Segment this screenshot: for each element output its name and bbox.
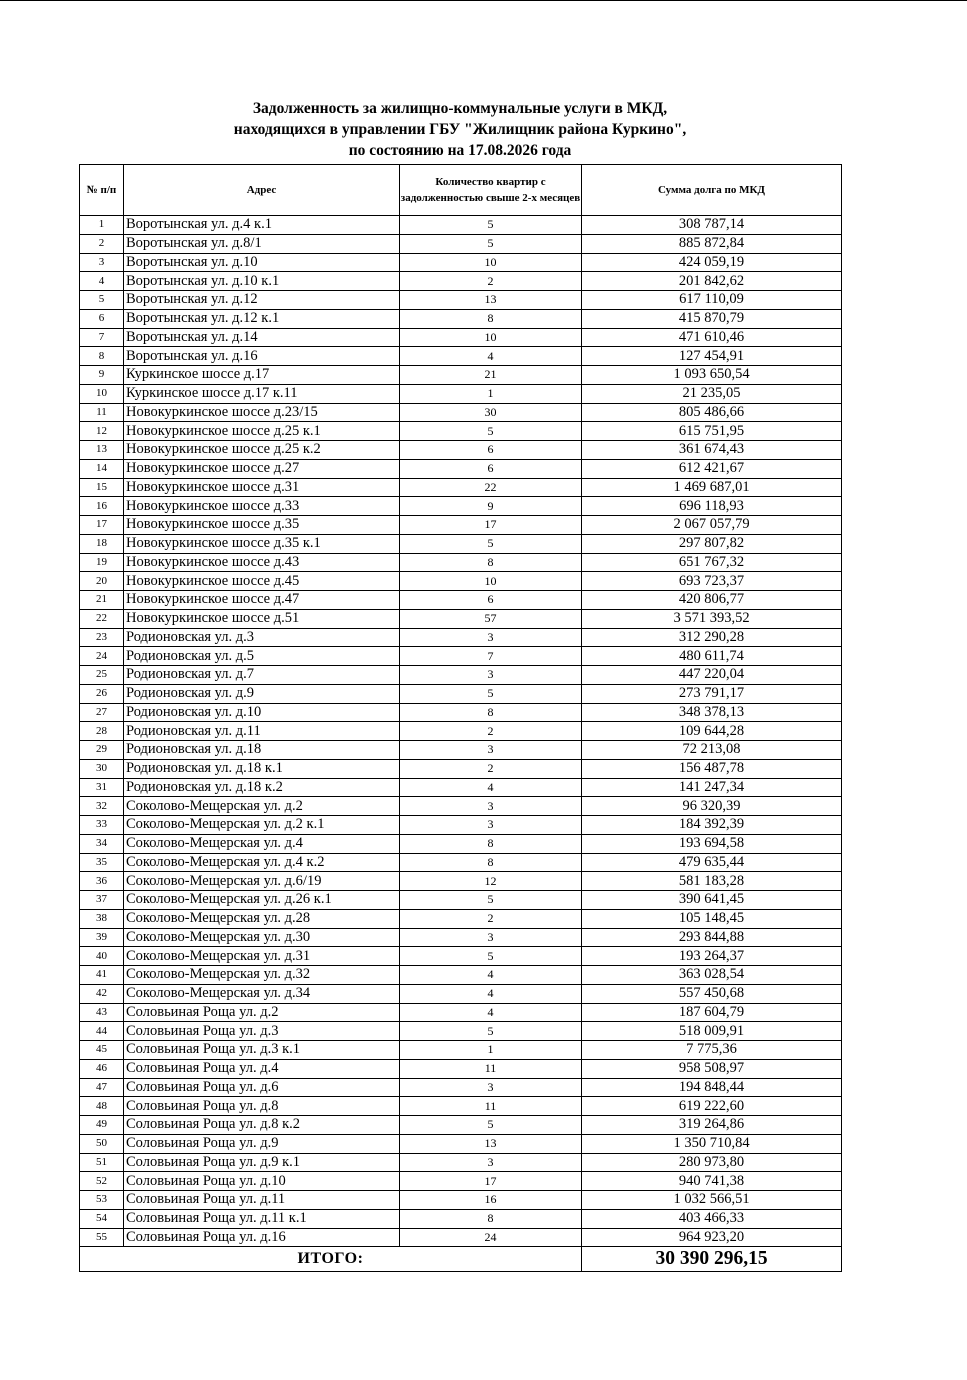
row-address: Соловьиная Роща ул. д.8 к.2 xyxy=(124,1116,400,1135)
row-address: Воротынская ул. д.12 xyxy=(124,291,400,310)
row-sum: 619 222,60 xyxy=(582,1097,842,1116)
row-address: Соколово-Мещерская ул. д.6/19 xyxy=(124,872,400,891)
table-row xyxy=(80,328,842,347)
row-sum: 940 741,38 xyxy=(582,1172,842,1191)
row-address: Соловьиная Роща ул. д.11 к.1 xyxy=(124,1209,400,1228)
row-qty: 5 xyxy=(400,1022,582,1041)
row-sum: 615 751,95 xyxy=(582,422,842,441)
table-row xyxy=(80,272,842,291)
row-num: 2 xyxy=(80,234,124,253)
row-sum: 696 118,93 xyxy=(582,497,842,516)
row-num: 21 xyxy=(80,591,124,610)
row-address: Воротынская ул. д.10 к.1 xyxy=(124,272,400,291)
table-row xyxy=(80,703,842,722)
top-border-line xyxy=(0,0,967,1)
row-address: Соколово-Мещерская ул. д.2 xyxy=(124,797,400,816)
row-qty: 3 xyxy=(400,666,582,685)
row-address: Новокуркинское шоссе д.45 xyxy=(124,572,400,591)
table-row xyxy=(80,628,842,647)
row-sum: 297 807,82 xyxy=(582,534,842,553)
header-qty: Количество квартир с задолженностью свыше 2-х месяцев xyxy=(400,165,582,216)
row-address: Воротынская ул. д.16 xyxy=(124,347,400,366)
row-sum: 964 923,20 xyxy=(582,1228,842,1247)
row-address: Родионовская ул. д.5 xyxy=(124,647,400,666)
title-line-1: Задолженность за жилищно-коммунальные услуги в МКД, xyxy=(252,100,668,117)
table-row xyxy=(80,684,842,703)
row-num: 30 xyxy=(80,759,124,778)
row-address: Родионовская ул. д.18 к.2 xyxy=(124,778,400,797)
row-address: Соловьиная Роща ул. д.9 xyxy=(124,1134,400,1153)
table-row xyxy=(80,722,842,741)
table-row xyxy=(80,928,842,947)
row-address: Соловьиная Роща ул. д.9 к.1 xyxy=(124,1153,400,1172)
table-row xyxy=(80,572,842,591)
row-num: 38 xyxy=(80,909,124,928)
row-address: Родионовская ул. д.10 xyxy=(124,703,400,722)
row-num: 55 xyxy=(80,1228,124,1247)
row-qty: 4 xyxy=(400,1003,582,1022)
table-body xyxy=(80,216,842,1247)
row-num: 3 xyxy=(80,253,124,272)
title-line-3: по состоянию на 17.08.2026 года xyxy=(348,142,572,159)
table-row xyxy=(80,384,842,403)
row-address: Соловьиная Роща ул. д.10 xyxy=(124,1172,400,1191)
row-sum: 557 450,68 xyxy=(582,984,842,1003)
row-address: Родионовская ул. д.9 xyxy=(124,684,400,703)
row-address: Новокуркинское шоссе д.35 xyxy=(124,516,400,535)
row-qty: 8 xyxy=(400,853,582,872)
row-qty: 3 xyxy=(400,1078,582,1097)
row-sum: 109 644,28 xyxy=(582,722,842,741)
row-qty: 8 xyxy=(400,309,582,328)
table-row xyxy=(80,234,842,253)
row-sum: 471 610,46 xyxy=(582,328,842,347)
row-sum: 105 148,45 xyxy=(582,909,842,928)
table-row xyxy=(80,834,842,853)
row-qty: 6 xyxy=(400,441,582,460)
row-num: 43 xyxy=(80,1003,124,1022)
row-qty: 10 xyxy=(400,253,582,272)
row-qty: 17 xyxy=(400,516,582,535)
row-sum: 194 848,44 xyxy=(582,1078,842,1097)
row-num: 19 xyxy=(80,553,124,572)
row-qty: 5 xyxy=(400,534,582,553)
row-sum: 415 870,79 xyxy=(582,309,842,328)
row-sum: 127 454,91 xyxy=(582,347,842,366)
total-label: ИТОГО: xyxy=(80,1247,582,1272)
row-address: Куркинское шоссе д.17 xyxy=(124,366,400,385)
row-address: Соколово-Мещерская ул. д.30 xyxy=(124,928,400,947)
row-sum: 651 767,32 xyxy=(582,553,842,572)
row-num: 24 xyxy=(80,647,124,666)
row-sum: 193 694,58 xyxy=(582,834,842,853)
title-line-2: находящихся в управлении ГБУ "Жилищник района Куркино", xyxy=(233,121,687,138)
row-num: 4 xyxy=(80,272,124,291)
row-address: Новокуркинское шоссе д.27 xyxy=(124,459,400,478)
table-row xyxy=(80,366,842,385)
row-sum: 72 213,08 xyxy=(582,741,842,760)
row-num: 44 xyxy=(80,1022,124,1041)
row-sum: 885 872,84 xyxy=(582,234,842,253)
row-num: 34 xyxy=(80,834,124,853)
row-sum: 141 247,34 xyxy=(582,778,842,797)
row-qty: 13 xyxy=(400,291,582,310)
table-row xyxy=(80,591,842,610)
row-address: Соколово-Мещерская ул. д.4 xyxy=(124,834,400,853)
table-row xyxy=(80,253,842,272)
row-qty: 5 xyxy=(400,684,582,703)
row-qty: 8 xyxy=(400,834,582,853)
row-qty: 4 xyxy=(400,984,582,1003)
table-row xyxy=(80,816,842,835)
table-row xyxy=(80,778,842,797)
table-row xyxy=(80,984,842,1003)
row-qty: 2 xyxy=(400,909,582,928)
row-num: 18 xyxy=(80,534,124,553)
table-row xyxy=(80,422,842,441)
row-address: Соловьиная Роща ул. д.8 xyxy=(124,1097,400,1116)
row-sum: 693 723,37 xyxy=(582,572,842,591)
row-sum: 156 487,78 xyxy=(582,759,842,778)
row-qty: 5 xyxy=(400,947,582,966)
row-address: Соловьиная Роща ул. д.6 xyxy=(124,1078,400,1097)
row-address: Новокуркинское шоссе д.35 к.1 xyxy=(124,534,400,553)
row-qty: 3 xyxy=(400,797,582,816)
row-address: Новокуркинское шоссе д.31 xyxy=(124,478,400,497)
row-address: Новокуркинское шоссе д.25 к.1 xyxy=(124,422,400,441)
row-sum: 1 032 566,51 xyxy=(582,1191,842,1210)
row-qty: 3 xyxy=(400,741,582,760)
row-num: 52 xyxy=(80,1172,124,1191)
row-address: Соловьиная Роща ул. д.4 xyxy=(124,1059,400,1078)
row-qty: 16 xyxy=(400,1191,582,1210)
row-num: 7 xyxy=(80,328,124,347)
row-qty: 57 xyxy=(400,609,582,628)
row-sum: 308 787,14 xyxy=(582,216,842,235)
row-address: Новокуркинское шоссе д.33 xyxy=(124,497,400,516)
row-address: Соловьиная Роща ул. д.3 xyxy=(124,1022,400,1041)
row-qty: 5 xyxy=(400,216,582,235)
row-address: Воротынская ул. д.10 xyxy=(124,253,400,272)
table-row xyxy=(80,797,842,816)
row-sum: 2 067 057,79 xyxy=(582,516,842,535)
row-qty: 5 xyxy=(400,234,582,253)
row-sum: 420 806,77 xyxy=(582,591,842,610)
row-sum: 1 093 650,54 xyxy=(582,366,842,385)
row-sum: 1 350 710,84 xyxy=(582,1134,842,1153)
row-num: 29 xyxy=(80,741,124,760)
row-qty: 1 xyxy=(400,384,582,403)
table-row xyxy=(80,666,842,685)
row-num: 25 xyxy=(80,666,124,685)
row-address: Родионовская ул. д.7 xyxy=(124,666,400,685)
row-sum: 361 674,43 xyxy=(582,441,842,460)
row-num: 9 xyxy=(80,366,124,385)
row-address: Новокуркинское шоссе д.43 xyxy=(124,553,400,572)
row-sum: 184 392,39 xyxy=(582,816,842,835)
row-sum: 612 421,67 xyxy=(582,459,842,478)
row-num: 20 xyxy=(80,572,124,591)
row-sum: 363 028,54 xyxy=(582,966,842,985)
table-row xyxy=(80,347,842,366)
table-row xyxy=(80,497,842,516)
row-sum: 805 486,66 xyxy=(582,403,842,422)
row-qty: 3 xyxy=(400,928,582,947)
header-num: № п/п xyxy=(80,165,124,216)
row-sum: 581 183,28 xyxy=(582,872,842,891)
row-sum: 348 378,13 xyxy=(582,703,842,722)
table-row xyxy=(80,872,842,891)
row-num: 6 xyxy=(80,309,124,328)
row-qty: 6 xyxy=(400,459,582,478)
row-qty: 21 xyxy=(400,366,582,385)
row-qty: 7 xyxy=(400,647,582,666)
row-num: 27 xyxy=(80,703,124,722)
row-sum: 312 290,28 xyxy=(582,628,842,647)
row-qty: 8 xyxy=(400,553,582,572)
table-row xyxy=(80,1209,842,1228)
row-num: 53 xyxy=(80,1191,124,1210)
row-address: Родионовская ул. д.11 xyxy=(124,722,400,741)
table-row xyxy=(80,216,842,235)
row-qty: 9 xyxy=(400,497,582,516)
row-num: 31 xyxy=(80,778,124,797)
row-num: 36 xyxy=(80,872,124,891)
row-sum: 293 844,88 xyxy=(582,928,842,947)
row-num: 23 xyxy=(80,628,124,647)
row-address: Соколово-Мещерская ул. д.4 к.2 xyxy=(124,853,400,872)
row-num: 28 xyxy=(80,722,124,741)
row-num: 33 xyxy=(80,816,124,835)
table-row xyxy=(80,403,842,422)
row-sum: 319 264,86 xyxy=(582,1116,842,1135)
row-address: Родионовская ул. д.18 xyxy=(124,741,400,760)
row-address: Соколово-Мещерская ул. д.32 xyxy=(124,966,400,985)
table-row xyxy=(80,478,842,497)
row-address: Соловьиная Роща ул. д.11 xyxy=(124,1191,400,1210)
row-sum: 273 791,17 xyxy=(582,684,842,703)
table-row xyxy=(80,853,842,872)
row-num: 12 xyxy=(80,422,124,441)
row-num: 48 xyxy=(80,1097,124,1116)
row-qty: 13 xyxy=(400,1134,582,1153)
row-qty: 2 xyxy=(400,722,582,741)
header-sum: Сумма долга по МКД xyxy=(582,165,842,216)
table-row xyxy=(80,309,842,328)
row-address: Новокуркинское шоссе д.47 xyxy=(124,591,400,610)
row-address: Новокуркинское шоссе д.25 к.2 xyxy=(124,441,400,460)
row-sum: 1 469 687,01 xyxy=(582,478,842,497)
row-sum: 3 571 393,52 xyxy=(582,609,842,628)
row-sum: 958 508,97 xyxy=(582,1059,842,1078)
row-qty: 10 xyxy=(400,572,582,591)
row-qty: 30 xyxy=(400,403,582,422)
row-num: 40 xyxy=(80,947,124,966)
row-qty: 3 xyxy=(400,628,582,647)
row-num: 54 xyxy=(80,1209,124,1228)
row-qty: 2 xyxy=(400,759,582,778)
row-num: 1 xyxy=(80,216,124,235)
table-row xyxy=(80,1022,842,1041)
row-address: Соколово-Мещерская ул. д.2 к.1 xyxy=(124,816,400,835)
table-row xyxy=(80,1097,842,1116)
row-address: Соколово-Мещерская ул. д.34 xyxy=(124,984,400,1003)
row-qty: 8 xyxy=(400,703,582,722)
row-address: Новокуркинское шоссе д.51 xyxy=(124,609,400,628)
table-row xyxy=(80,441,842,460)
row-address: Воротынская ул. д.4 к.1 xyxy=(124,216,400,235)
row-num: 5 xyxy=(80,291,124,310)
row-address: Соколово-Мещерская ул. д.31 xyxy=(124,947,400,966)
table-row xyxy=(80,1003,842,1022)
table-row xyxy=(80,1172,842,1191)
table-row xyxy=(80,459,842,478)
row-address: Куркинское шоссе д.17 к.11 xyxy=(124,384,400,403)
row-address: Соловьиная Роща ул. д.3 к.1 xyxy=(124,1041,400,1060)
table-row xyxy=(80,947,842,966)
row-qty: 4 xyxy=(400,347,582,366)
row-sum: 403 466,33 xyxy=(582,1209,842,1228)
row-sum: 518 009,91 xyxy=(582,1022,842,1041)
row-qty: 17 xyxy=(400,1172,582,1191)
row-num: 22 xyxy=(80,609,124,628)
row-address: Воротынская ул. д.12 к.1 xyxy=(124,309,400,328)
row-sum: 187 604,79 xyxy=(582,1003,842,1022)
row-num: 45 xyxy=(80,1041,124,1060)
table-row xyxy=(80,891,842,910)
row-address: Соколово-Мещерская ул. д.26 к.1 xyxy=(124,891,400,910)
table-row xyxy=(80,1041,842,1060)
row-num: 39 xyxy=(80,928,124,947)
row-address: Новокуркинское шоссе д.23/15 xyxy=(124,403,400,422)
total-row xyxy=(80,1247,842,1272)
row-sum: 96 320,39 xyxy=(582,797,842,816)
row-num: 37 xyxy=(80,891,124,910)
row-address: Соколово-Мещерская ул. д.28 xyxy=(124,909,400,928)
row-qty: 24 xyxy=(400,1228,582,1247)
table-header-row xyxy=(80,165,842,216)
table-row xyxy=(80,609,842,628)
row-address: Воротынская ул. д.14 xyxy=(124,328,400,347)
row-num: 42 xyxy=(80,984,124,1003)
row-qty: 11 xyxy=(400,1059,582,1078)
row-sum: 617 110,09 xyxy=(582,291,842,310)
table-row xyxy=(80,516,842,535)
row-num: 49 xyxy=(80,1116,124,1135)
row-num: 10 xyxy=(80,384,124,403)
table-row xyxy=(80,1228,842,1247)
row-qty: 5 xyxy=(400,422,582,441)
table-row xyxy=(80,647,842,666)
row-address: Соловьиная Роща ул. д.2 xyxy=(124,1003,400,1022)
row-sum: 280 973,80 xyxy=(582,1153,842,1172)
row-num: 50 xyxy=(80,1134,124,1153)
row-sum: 21 235,05 xyxy=(582,384,842,403)
row-address: Родионовская ул. д.3 xyxy=(124,628,400,647)
row-num: 51 xyxy=(80,1153,124,1172)
row-qty: 10 xyxy=(400,328,582,347)
row-num: 35 xyxy=(80,853,124,872)
row-sum: 424 059,19 xyxy=(582,253,842,272)
debt-table xyxy=(79,164,842,1272)
row-qty: 1 xyxy=(400,1041,582,1060)
table-row xyxy=(80,759,842,778)
row-qty: 5 xyxy=(400,1116,582,1135)
row-num: 11 xyxy=(80,403,124,422)
row-qty: 4 xyxy=(400,966,582,985)
row-num: 32 xyxy=(80,797,124,816)
row-sum: 480 611,74 xyxy=(582,647,842,666)
table-row xyxy=(80,291,842,310)
table-row xyxy=(80,1153,842,1172)
table-row xyxy=(80,1134,842,1153)
row-num: 17 xyxy=(80,516,124,535)
table-row xyxy=(80,534,842,553)
row-address: Родионовская ул. д.18 к.1 xyxy=(124,759,400,778)
header-address: Адрес xyxy=(124,165,400,216)
table-row xyxy=(80,966,842,985)
table-row xyxy=(80,909,842,928)
row-num: 41 xyxy=(80,966,124,985)
row-num: 47 xyxy=(80,1078,124,1097)
row-num: 15 xyxy=(80,478,124,497)
row-qty: 6 xyxy=(400,591,582,610)
row-num: 14 xyxy=(80,459,124,478)
row-qty: 4 xyxy=(400,778,582,797)
table-row xyxy=(80,1059,842,1078)
table-row xyxy=(80,1116,842,1135)
row-num: 26 xyxy=(80,684,124,703)
row-address: Соловьиная Роща ул. д.16 xyxy=(124,1228,400,1247)
table-row xyxy=(80,741,842,760)
row-qty: 3 xyxy=(400,816,582,835)
table-row xyxy=(80,1078,842,1097)
row-qty: 11 xyxy=(400,1097,582,1116)
total-sum: 30 390 296,15 xyxy=(582,1247,842,1272)
row-sum: 193 264,37 xyxy=(582,947,842,966)
row-qty: 2 xyxy=(400,272,582,291)
document-title xyxy=(79,98,841,161)
row-sum: 447 220,04 xyxy=(582,666,842,685)
table-row xyxy=(80,553,842,572)
row-num: 8 xyxy=(80,347,124,366)
row-sum: 390 641,45 xyxy=(582,891,842,910)
row-num: 46 xyxy=(80,1059,124,1078)
row-sum: 201 842,62 xyxy=(582,272,842,291)
row-num: 16 xyxy=(80,497,124,516)
row-qty: 3 xyxy=(400,1153,582,1172)
table-row xyxy=(80,1191,842,1210)
row-qty: 12 xyxy=(400,872,582,891)
row-sum: 7 775,36 xyxy=(582,1041,842,1060)
row-qty: 22 xyxy=(400,478,582,497)
row-qty: 8 xyxy=(400,1209,582,1228)
row-qty: 5 xyxy=(400,891,582,910)
row-address: Воротынская ул. д.8/1 xyxy=(124,234,400,253)
row-num: 13 xyxy=(80,441,124,460)
row-sum: 479 635,44 xyxy=(582,853,842,872)
